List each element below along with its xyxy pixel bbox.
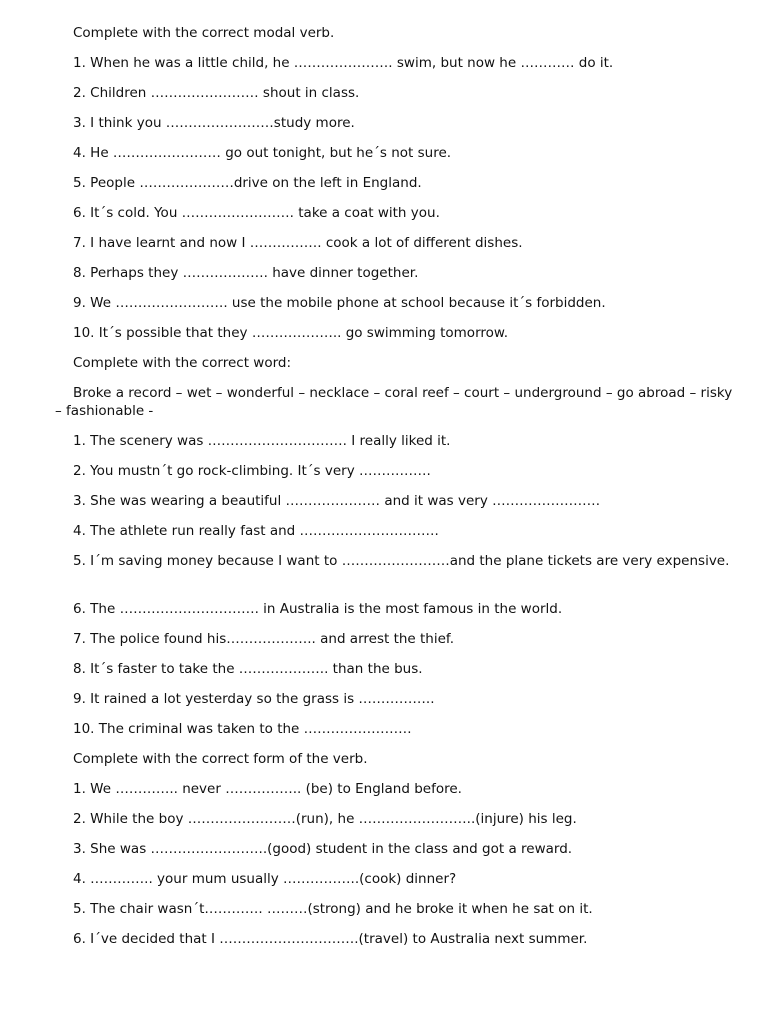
section3-item-6: 6. I´ve decided that I ………………………….(travel) to Australia next summer.: [73, 931, 588, 947]
section3-item-5: 5. The chair wasn´t…………. ………(strong) and he broke it when he sat on it.: [73, 901, 593, 917]
section2-item-7: 7. The police found his……………….. and arrest the thief.: [73, 631, 454, 647]
section1-item-2: 2. Children …………………… shout in class.: [73, 85, 360, 101]
section1-item-8: 8. Perhaps they ………………. have dinner together.: [73, 265, 419, 281]
section2-item-3: 3. She was wearing a beautiful ………………… and it was very ……………………: [73, 493, 601, 509]
section2-word-bank: Broke a record – wet – wonderful – necklace – coral reef – court – underground – go abroad – risky – fashionable -: [55, 385, 733, 419]
section2-item-4: 4. The athlete run really fast and ………………………….: [73, 523, 439, 539]
section2-item-9: 9. It rained a lot yesterday so the grass is ……………..: [73, 691, 435, 707]
section3-item-3: 3. She was ……………………..(good) student in the class and got a reward.: [73, 841, 573, 857]
section2-item-5: 5. I´m saving money because I want to ……………………and the plane tickets are very expensive.: [73, 553, 730, 569]
section1-item-4: 4. He …………………… go out tonight, but he´s not sure.: [73, 145, 452, 161]
section1-item-9: 9. We ……………………. use the mobile phone at school because it´s forbidden.: [73, 295, 606, 311]
section3-item-4: 4. ………….. your mum usually ……………..(cook) dinner?: [73, 871, 457, 887]
section1-item-7: 7. I have learnt and now I ……………. cook a lot of different dishes.: [73, 235, 523, 251]
section2-item-10: 10. The criminal was taken to the ……………………: [73, 721, 412, 737]
section1-item-5: 5. People …………………drive on the left in England.: [73, 175, 422, 191]
section1-item-3: 3. I think you ……………………study more.: [73, 115, 355, 131]
section1-item-1: 1. When he was a little child, he …………………. swim, but now he ………… do it.: [73, 55, 614, 71]
section3-item-1: 1. We ………….. never …………….. (be) to England before.: [73, 781, 462, 797]
section2-heading: Complete with the correct word:: [73, 355, 292, 371]
section1-item-6: 6. It´s cold. You ……………………. take a coat with you.: [73, 205, 440, 221]
section1-heading: Complete with the correct modal verb.: [73, 25, 335, 41]
section2-item-8: 8. It´s faster to take the ……………….. than the bus.: [73, 661, 423, 677]
section2-item-2: 2. You mustn´t go rock-climbing. It´s very …………….: [73, 463, 431, 479]
section1-item-10: 10. It´s possible that they ……………….. go swimming tomorrow.: [73, 325, 508, 341]
section2-item-6: 6. The …………………………. in Australia is the most famous in the world.: [73, 601, 563, 617]
section3-item-2: 2. While the boy ……………………(run), he ……………………..(injure) his leg.: [73, 811, 577, 827]
section3-heading: Complete with the correct form of the verb.: [73, 751, 368, 767]
section2-item-1: 1. The scenery was …………………………. I really liked it.: [73, 433, 451, 449]
